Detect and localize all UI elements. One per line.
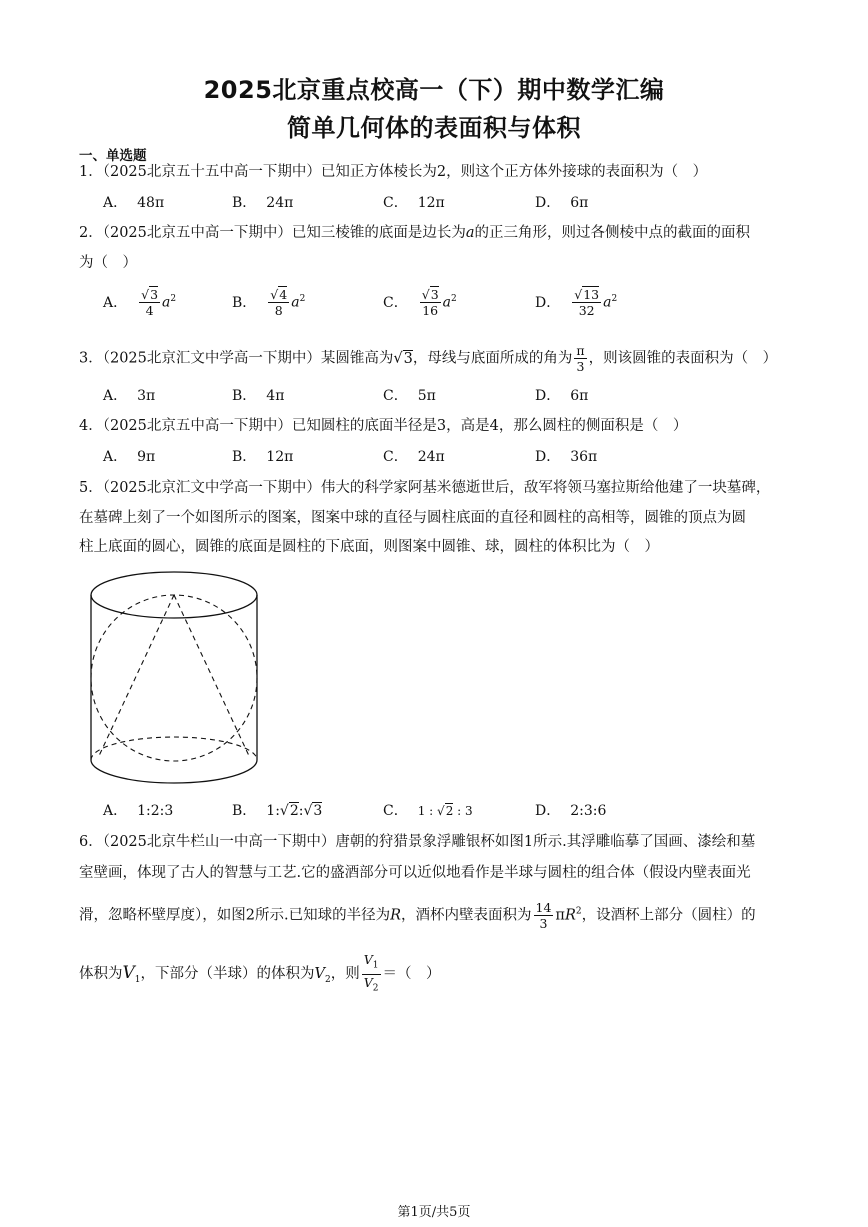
question-5-text-cont: 在墓碑上刻了一个如图所示的图案，图案中球的直径与圆柱底面的直径和圆柱的高相等，圆锥的顶点为圆 <box>79 510 746 526</box>
q5-option-b: B． 1:√2:√3 <box>232 803 323 819</box>
question-3-text: 3．（2025北京汇文中学高一下期中）某圆锥高为√3，母线与底面所成的角为 $\frac{\pi}{3}$ ，则该圆锥的表面积为（ ） <box>79 343 778 374</box>
page-footer: 第1页/共5页 <box>397 1205 471 1220</box>
q2-option-d: D． $\frac{√13}{32}$ $a^2$ <box>535 287 618 318</box>
q4-option-b: B． 12π <box>232 449 294 465</box>
question-2-text: 2．（2025北京五中高一下期中）已知三棱锥的底面是边长为a的正三角形，则过各侧棱中点的截面的面积 <box>79 225 751 241</box>
q1-option-a: A． 48π <box>103 195 165 211</box>
cylinder-bottom-back <box>91 737 257 760</box>
page-title: 2025北京重点校高一（下）期中数学汇编 <box>203 76 665 104</box>
q5-option-d: D． 2:3:6 <box>535 803 607 819</box>
q1-option-d: D． 6π <box>535 195 589 211</box>
q3-option-c: C． 5π <box>383 388 436 404</box>
cylinder-bottom-front <box>91 760 257 783</box>
q1-option-c: C． 12π <box>383 195 445 211</box>
q3-option-a: A． 3π <box>103 388 156 404</box>
q3-option-d: D． 6π <box>535 388 589 404</box>
question-6-text-cont2: 滑，忽略杯壁厚度），如图2所示.已知球的半径为R，酒杯内壁表面积为 $\frac{14}{3}$ $\pi R^2$，设酒杯上部分（圆柱）的 <box>79 900 756 931</box>
cylinder-sphere-cone-figure <box>84 570 264 792</box>
sphere-outline <box>91 595 257 761</box>
q4-option-c: C． 24π <box>383 449 445 465</box>
q1-option-b: B． 24π <box>232 195 294 211</box>
question-5-text: 5．（2025北京汇文中学高一下期中）伟大的科学家阿基米德逝世后，敌军将领马塞拉斯给他建了一块墓碑， <box>79 480 771 496</box>
q5-option-c: C． 1 : √2 : 3 <box>383 803 473 819</box>
cone-left-edge <box>98 595 174 758</box>
cone-right-edge <box>174 595 250 758</box>
question-6-text-cont3: 体积为$V_1$，下部分（半球）的体积为$V_2$，则 $\frac{V_1}{V_2}$ ＝（ ） <box>79 952 441 993</box>
question-2-text-cont: 为（ ） <box>79 255 137 271</box>
q3-option-b: B． 4π <box>232 388 285 404</box>
question-1-text: 1．（2025北京五十五中高一下期中）已知正方体棱长为2，则这个正方体外接球的表面积为（ ） <box>79 164 708 180</box>
q5-option-a: A． 1:2:3 <box>103 803 174 819</box>
question-6-text: 6．（2025北京牛栏山一中高一下期中）唐朝的狩猎景象浮雕银杯如图1所示.其浮雕临摹了国画、漆绘和墓 <box>79 834 756 850</box>
question-4-text: 4．（2025北京五中高一下期中）已知圆柱的底面半径是3，高是4，那么圆柱的侧面积是（ ） <box>79 418 688 434</box>
q2-option-c: C． $\frac{√3}{16}$ $a^2$ <box>383 287 457 318</box>
q2-option-a: A． $\frac{√3}{4}$ $a^2$ <box>103 287 177 318</box>
q2-option-b: B． $\frac{√4}{8}$ $a^2$ <box>232 287 306 318</box>
q4-option-a: A． 9π <box>103 449 156 465</box>
page-subtitle: 简单几何体的表面积与体积 <box>287 114 581 142</box>
question-5-text-cont2: 柱上底面的圆心，圆锥的底面是圆柱的下底面，则图案中圆锥、球，圆柱的体积比为（ ） <box>79 539 659 555</box>
q4-option-d: D． 36π <box>535 449 598 465</box>
section-heading: 一、单选题 <box>79 148 147 164</box>
question-6-text-cont: 室壁画，体现了古人的智慧与工艺.它的盛酒部分可以近似地看作是半球与圆柱的组合体（假设内壁表面光 <box>79 865 751 881</box>
